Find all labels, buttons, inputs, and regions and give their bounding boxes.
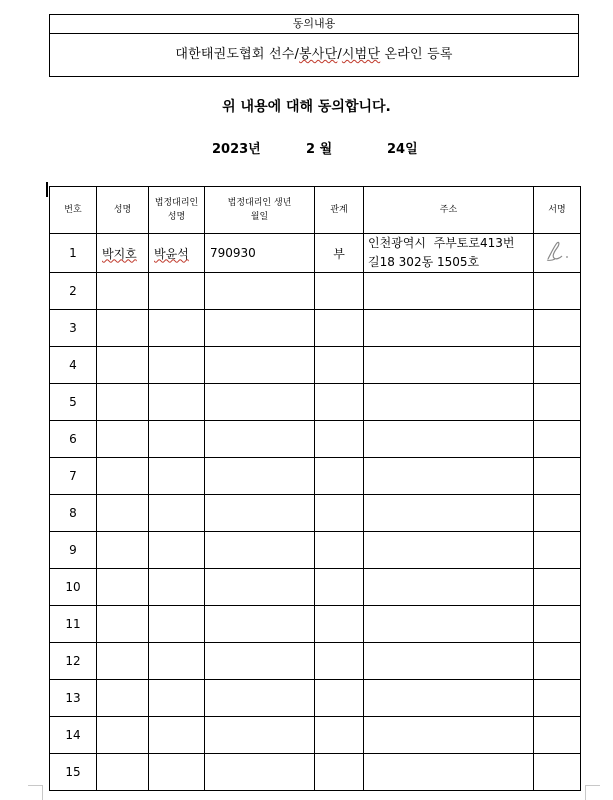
consent-body-demo: 시범단	[341, 47, 381, 62]
table-cell[interactable]	[534, 495, 581, 532]
table-cell[interactable]	[364, 532, 534, 569]
table-row	[50, 717, 581, 754]
table-cell[interactable]	[149, 384, 205, 421]
table-cell[interactable]	[315, 569, 364, 606]
row-number[interactable]: 15	[50, 754, 97, 791]
table-cell[interactable]	[364, 310, 534, 347]
table-cell[interactable]	[149, 569, 205, 606]
table-cell[interactable]	[97, 347, 149, 384]
table-cell[interactable]	[149, 421, 205, 458]
table-row	[50, 421, 581, 458]
row-number[interactable]: 11	[50, 606, 97, 643]
table-cell[interactable]	[534, 754, 581, 791]
table-cell[interactable]	[205, 310, 315, 347]
table-cell[interactable]	[364, 421, 534, 458]
row-number[interactable]: 8	[50, 495, 97, 532]
table-cell[interactable]	[97, 384, 149, 421]
header-guardian-name: 법정대리인 성명	[149, 187, 205, 234]
table-cell[interactable]	[315, 754, 364, 791]
table-row	[50, 569, 581, 606]
table-cell[interactable]	[97, 310, 149, 347]
table-cell[interactable]	[97, 532, 149, 569]
table-cell[interactable]	[364, 347, 534, 384]
table-cell[interactable]	[364, 458, 534, 495]
table-row	[50, 754, 581, 791]
table-row	[50, 310, 581, 347]
text-cursor	[46, 182, 48, 197]
row-number[interactable]: 14	[50, 717, 97, 754]
table-cell[interactable]	[205, 384, 315, 421]
table-cell[interactable]	[534, 606, 581, 643]
table-cell[interactable]	[205, 569, 315, 606]
relation[interactable]: 부	[315, 234, 364, 273]
table-cell[interactable]	[315, 717, 364, 754]
table-cell[interactable]	[315, 606, 364, 643]
table-cell[interactable]	[315, 273, 364, 310]
cell-name[interactable]	[97, 234, 149, 273]
table-cell[interactable]	[315, 680, 364, 717]
table-row	[50, 458, 581, 495]
table-cell[interactable]	[315, 310, 364, 347]
table-row	[50, 532, 581, 569]
consent-table	[49, 186, 581, 791]
table-cell[interactable]	[364, 495, 534, 532]
table-cell[interactable]	[364, 717, 534, 754]
table-cell[interactable]	[534, 347, 581, 384]
table-cell[interactable]	[97, 754, 149, 791]
consent-body-volunteer: 봉사단	[299, 47, 338, 62]
table-cell[interactable]	[205, 458, 315, 495]
address-line-2: 길18 302동 1505호	[368, 255, 480, 269]
table-cell[interactable]	[534, 384, 581, 421]
header-signature: 서명	[534, 187, 581, 234]
table-cell[interactable]	[149, 495, 205, 532]
signature-cell[interactable]	[534, 234, 581, 273]
table-cell[interactable]	[149, 273, 205, 310]
table-cell[interactable]	[149, 606, 205, 643]
table-cell[interactable]	[534, 310, 581, 347]
table-cell[interactable]	[205, 347, 315, 384]
table-cell[interactable]	[149, 680, 205, 717]
table-cell[interactable]	[315, 384, 364, 421]
row-number[interactable]: 3	[50, 310, 97, 347]
table-cell[interactable]	[205, 643, 315, 680]
guardian-birth[interactable]: 790930	[205, 234, 315, 273]
table-cell[interactable]	[315, 532, 364, 569]
table-cell[interactable]	[97, 606, 149, 643]
row-number[interactable]: 5	[50, 384, 97, 421]
table-cell[interactable]	[315, 495, 364, 532]
row-number[interactable]: 12	[50, 643, 97, 680]
table-row	[50, 495, 581, 532]
signature-image	[542, 239, 572, 265]
consent-body-slash: /	[337, 47, 342, 62]
table-row	[50, 680, 581, 717]
consent-box	[49, 14, 579, 77]
date-day: 24일	[387, 142, 418, 157]
table-cell[interactable]	[205, 717, 315, 754]
table-cell[interactable]	[534, 680, 581, 717]
table-cell[interactable]	[315, 421, 364, 458]
row-number[interactable]: 7	[50, 458, 97, 495]
agreement-text: 위 내용에 대해 동의합니다.	[222, 99, 391, 115]
header-address: 주소	[364, 187, 534, 234]
date-year: 2023년	[212, 142, 261, 157]
table-cell[interactable]	[149, 310, 205, 347]
student-name: 박지호	[102, 246, 137, 261]
row-number[interactable]: 13	[50, 680, 97, 717]
table-cell[interactable]	[149, 717, 205, 754]
table-cell[interactable]	[315, 347, 364, 384]
table-cell[interactable]	[149, 532, 205, 569]
table-cell[interactable]	[364, 680, 534, 717]
table-cell[interactable]	[364, 273, 534, 310]
table-row	[50, 606, 581, 643]
table-cell[interactable]	[364, 754, 534, 791]
table-cell[interactable]	[205, 495, 315, 532]
table-cell[interactable]	[534, 569, 581, 606]
table-cell[interactable]	[534, 643, 581, 680]
consent-body-prefix: 대한태권도협회 선수/	[175, 47, 300, 62]
table-cell[interactable]	[534, 717, 581, 754]
row-number[interactable]: 10	[50, 569, 97, 606]
table-cell[interactable]	[205, 532, 315, 569]
header-relation: 관계	[315, 187, 364, 234]
page-corner-mark	[585, 785, 600, 800]
table-cell[interactable]	[364, 643, 534, 680]
row-number[interactable]: 6	[50, 421, 97, 458]
table-header-row	[50, 187, 581, 234]
table-cell[interactable]	[364, 606, 534, 643]
table-cell[interactable]	[97, 717, 149, 754]
table-cell[interactable]	[364, 569, 534, 606]
table-cell[interactable]	[149, 347, 205, 384]
table-row	[50, 384, 581, 421]
consent-body	[50, 34, 578, 76]
row-number[interactable]: 2	[50, 273, 97, 310]
table-cell[interactable]	[97, 680, 149, 717]
table-cell[interactable]	[97, 458, 149, 495]
table-cell[interactable]	[97, 495, 149, 532]
table-cell[interactable]	[149, 643, 205, 680]
table-cell[interactable]	[364, 384, 534, 421]
table-cell[interactable]	[205, 680, 315, 717]
header-no: 번호	[50, 187, 97, 234]
consent-header: 동의내용	[50, 15, 578, 34]
table-cell[interactable]	[534, 421, 581, 458]
address[interactable]	[364, 234, 534, 273]
table-cell[interactable]	[205, 273, 315, 310]
table-cell[interactable]	[534, 532, 581, 569]
header-guardian-birth: 법정대리인 생년월일	[205, 187, 315, 234]
row-number[interactable]: 4	[50, 347, 97, 384]
address-line-1: 인천광역시 주부토로413번	[368, 236, 515, 250]
row-number[interactable]: 9	[50, 532, 97, 569]
table-cell[interactable]	[205, 421, 315, 458]
date-month: 2 월	[306, 142, 333, 157]
page-corner-mark	[28, 785, 43, 800]
table-cell[interactable]	[205, 606, 315, 643]
consent-body-suffix: 온라인 등록	[380, 47, 453, 62]
table-cell[interactable]	[315, 458, 364, 495]
table-cell[interactable]	[97, 421, 149, 458]
table-cell[interactable]	[97, 273, 149, 310]
table-cell[interactable]	[97, 643, 149, 680]
cell-guardian-name[interactable]	[149, 234, 205, 273]
header-name: 성명	[97, 187, 149, 234]
table-row	[50, 347, 581, 384]
table-row	[50, 234, 581, 273]
row-number[interactable]: 1	[50, 234, 97, 273]
table-cell[interactable]	[149, 458, 205, 495]
table-cell[interactable]	[149, 754, 205, 791]
guardian-name: 박윤석	[154, 246, 189, 261]
table-row	[50, 273, 581, 310]
table-cell[interactable]	[205, 754, 315, 791]
table-row	[50, 643, 581, 680]
table-cell[interactable]	[534, 273, 581, 310]
table-cell[interactable]	[315, 643, 364, 680]
table-cell[interactable]	[534, 458, 581, 495]
table-cell[interactable]	[97, 569, 149, 606]
